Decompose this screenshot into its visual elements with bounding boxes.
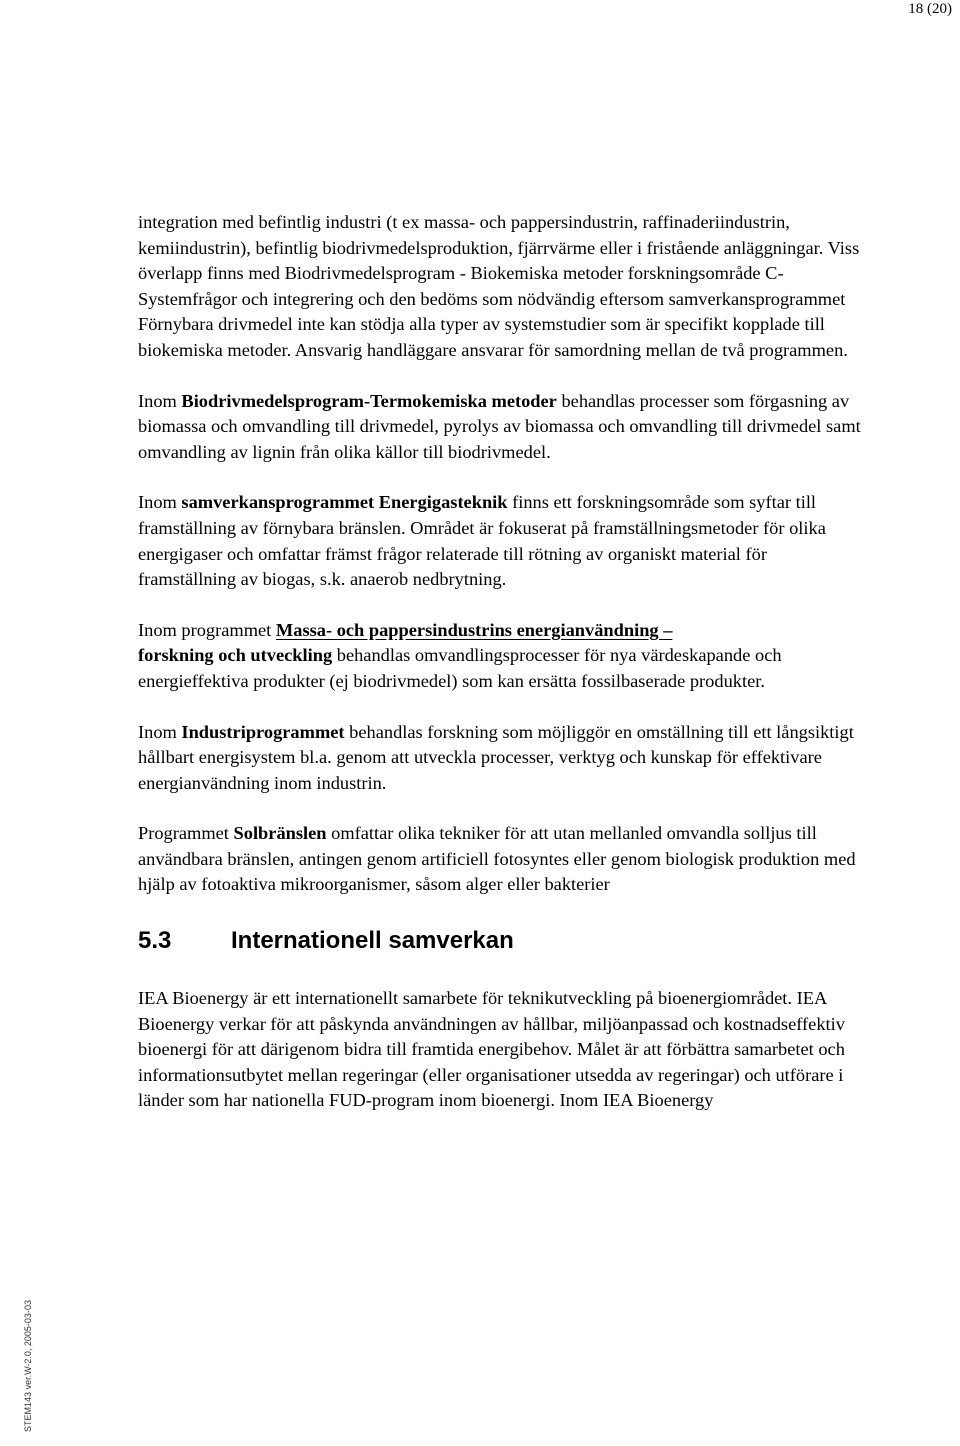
document-body xyxy=(138,210,868,1139)
section-title: Internationell samverkan xyxy=(231,927,514,955)
program-name-industriprogrammet: Industriprogrammet xyxy=(181,721,345,742)
paragraph-industriprogrammet: Inom Industriprogrammet behandlas forskning som möjliggör en omställning till ett långsiktigt hållbart energisystem bl.a. genom att utveckla processer, verktyg och kunskap för effektivare energianvändning inom industrin. xyxy=(138,721,854,793)
section-number: 5.3 xyxy=(138,927,172,955)
paragraph-iea-bioenergy: IEA Bioenergy är ett internationellt samarbete för teknikutveckling på bioenergiområdet. IEA Bioenergy verkar för att påskynda användningen av hållbar, miljöanpassad och kostnadseffektiv bioenergi för att därigenom bidra till framtida energibehov. Målet är att förbättra samarbetet och informationsutbytet mellan regeringar (eller organisationer utsedda av regeringar) och utförare i länder som har nationella FUD-program inom bioenergi. Inom IEA Bioenergy xyxy=(138,988,845,1111)
program-name-termokemiska: Biodrivmedelsprogram-Termokemiska metoder xyxy=(181,390,557,411)
program-name-solbranslen: Solbränslen xyxy=(233,823,327,844)
section-heading xyxy=(138,926,868,956)
program-name-energigasteknik: Energigasteknik xyxy=(378,492,508,513)
paragraph-massa-pappersindustrin: Inom programmet Massa- och pappersindustrins energianvändning – forskning och utveckling behandlas omvandlingsprocesser för nya värdeskapande och energieffektiva produkter (ej biodrivmedel) som kan ersätta fossilbaserade produkter. xyxy=(138,619,782,691)
program-name-massa-pappersindustrin: Massa- och pappersindustrins energianvändning – xyxy=(275,619,673,640)
program-name-samverkansprogrammet: samverkansprogrammet xyxy=(181,492,375,513)
page-number: 18 (20) xyxy=(908,1,952,17)
paragraph-termokemiska: Inom Biodrivmedelsprogram-Termokemiska metoder behandlas processer som förgasning av biomassa och omvandling till drivmedel, pyrolys av biomassa och omvandling till drivmedel samt omvandling av lignin från olika källor till biodrivmedel. xyxy=(138,390,861,462)
paragraph-energigasteknik: Inom samverkansprogrammet Energigasteknik finns ett forskningsområde som syftar till framställning av förnybara bränslen. Området är fokuserat på framställningsmetoder för olika energigaser och omfattar främst frågor relaterade till rötning av organiskt material för framställning av biogas, s.k. anaerob nedbrytning. xyxy=(138,492,826,590)
program-name-forskning-utveckling: forskning och utveckling xyxy=(138,645,333,666)
paragraph-integration: integration med befintlig industri (t ex massa- och pappersindustrin, raffinaderiindustrin, kemiindustrin), befintlig biodrivmedelsproduktion, fjärrvärme eller i fristående anläggningar. Viss överlapp finns med Biodrivmedelsprogram - Biokemiska metoder forskningsområde C-Systemfrågor och integrering och den bedöms som nödvändig eftersom samverkansprogrammet Förnybara drivmedel inte kan stödja alla typer av systemstudier som är specifikt kopplade till biokemiska metoder. Ansvarig handläggare ansvarar för samordning mellan de två programmen. xyxy=(138,212,860,360)
paragraph-solbranslen: Programmet Solbränslen omfattar olika tekniker för att utan mellanled omvandla solljus till användbara bränslen, antingen genom artificiell fotosyntes eller genom biologisk produktion med hjälp av fotoaktiva mikroorganismer, såsom alger eller bakterier xyxy=(138,823,856,895)
form-version-stamp: STEM143 ver.W-2.0, 2005-03-03 xyxy=(23,1300,33,1432)
